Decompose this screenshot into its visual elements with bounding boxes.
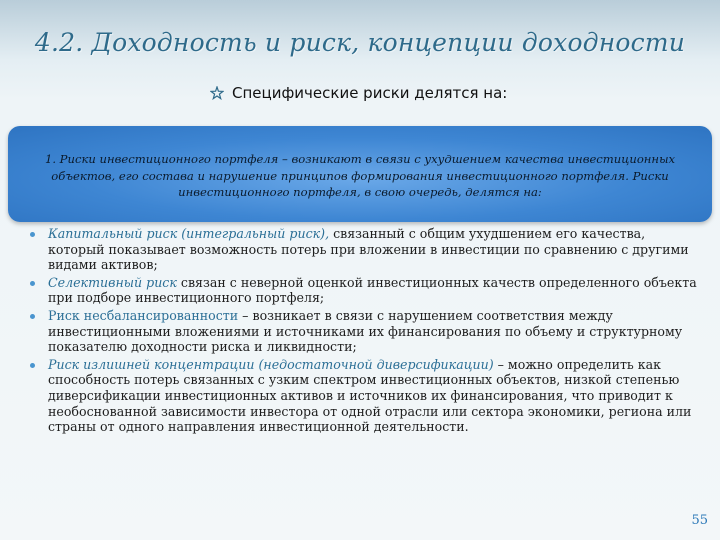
list-item-term: Риск излишней концентрации (недостаточной диверсификации) bbox=[48, 356, 494, 372]
highlight-box-text: 1. Риски инвестиционного портфеля – возникают в связи с ухудшением качества инвестиционных объектов, его состава и нарушение принципов формирования инвестиционного портфеля. Риски инвестиционного портфеля, в свою очередь, делятся на: bbox=[44, 152, 676, 200]
list-item-text: связан с неверной оценкой инвестиционных качеств определенного объекта при подборе инвестиционного портфеля; bbox=[48, 274, 697, 306]
page-number: 55 bbox=[691, 513, 708, 528]
list-item-term: Капитальный риск (интегральный риск), bbox=[48, 226, 330, 241]
dot-bullet-icon bbox=[30, 232, 35, 237]
list-item bbox=[30, 308, 700, 355]
subtitle: Специфические риски делятся на: bbox=[232, 84, 508, 102]
dot-bullet-icon bbox=[30, 363, 35, 368]
star-bullet-icon bbox=[210, 86, 224, 100]
list-item-text: – возникает в связи с нарушением соответствия между инвестиционными вложениями и источниками их финансирования по объему и структурному показателю доходности риска и ликвидности; bbox=[48, 307, 683, 355]
risk-list bbox=[30, 226, 700, 437]
dot-bullet-icon bbox=[30, 314, 35, 319]
slide-title: 4.2. Доходность и риск, концепции доходности bbox=[34, 28, 686, 57]
list-item bbox=[30, 226, 700, 273]
list-item bbox=[30, 357, 700, 435]
highlight-box bbox=[8, 126, 712, 222]
list-item-text: – можно определить как способность потерь связанных с узким спектром инвестиционных объектов, низкой степенью диверсификации инвестиционных активов и источников их финансирования, что приводит к необоснованной зависимости инвестора от одной отрасли или сектора экономики, региона или страны от одного направления инвестиционной деятельности. bbox=[48, 356, 692, 435]
dot-bullet-icon bbox=[30, 281, 35, 286]
list-item-term: Селективный риск bbox=[48, 274, 177, 290]
subtitle-row bbox=[210, 82, 507, 104]
list-item-term: Риск несбалансированности bbox=[48, 307, 239, 323]
list-item-text: связанный с общим ухудшением его качества, который показывает возможность потерь при вложении в инвестиции по сравнению с другими видами активов; bbox=[48, 226, 689, 273]
list-item bbox=[30, 275, 700, 306]
